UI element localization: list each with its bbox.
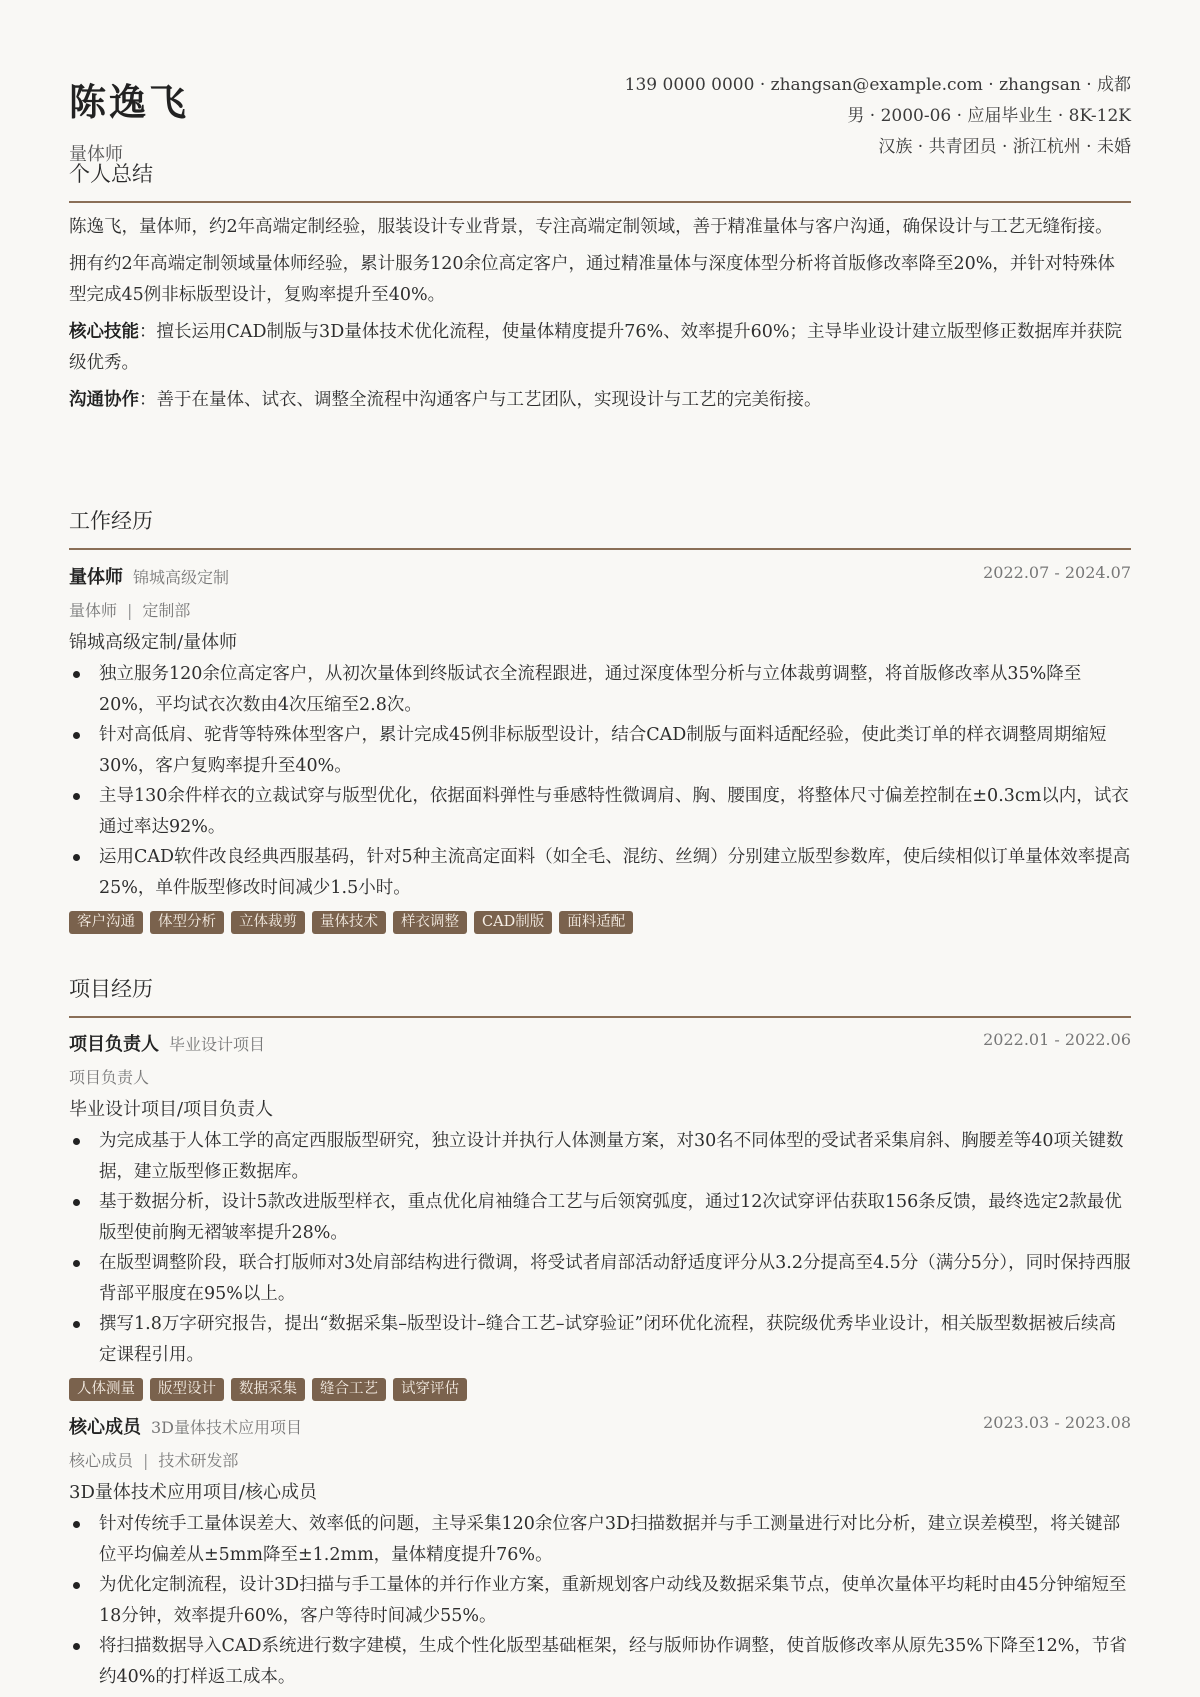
summary-paragraph-2: 拥有约2年高端定制领域量体师经验，累计服务120余位高定客户，通过精准量体与深度体型分析将首版修改率降至20%，并针对特殊体型完成45例非标版型设计，复购率提升至40%。	[69, 254, 1115, 305]
projects-section	[69, 973, 1131, 1692]
entry-role: 量体师	[69, 567, 123, 588]
section-title-summary: 个人总结	[69, 162, 153, 186]
work-entry	[69, 563, 1131, 934]
section-title-work: 工作经历	[69, 509, 153, 533]
entry-role: 项目负责人	[69, 1034, 159, 1055]
entry-dept-role: 项目负责人	[69, 1068, 150, 1087]
core-skills-label: 核心技能	[69, 322, 139, 342]
list-item: 主导130余件样衣的立裁试穿与版型优化，依据面料弹性与垂感特性微调肩、胸、腰围度，将整体尺寸偏差控制在±0.3cm以内，试衣通过率达92%。	[69, 781, 1131, 842]
list-item: 独立服务120余位高定客户，从初次量体到终版试衣全流程跟进，通过深度体型分析与立体裁剪调整，将首版修改率从35%降至20%，平均试衣次数由4次压缩至2.8次。	[69, 659, 1131, 720]
summary-paragraph-4	[69, 385, 1131, 416]
skill-tag: 立体裁剪	[231, 911, 305, 934]
entry-dept-role: 核心成员	[69, 1451, 134, 1470]
entry-department	[69, 1062, 1131, 1094]
list-item: 将扫描数据导入CAD系统进行数字建模，生成个性化版型基础框架，经与版师协作调整，使首版修改率从原先35%下降至12%，节省约40%的打样返工成本。	[69, 1631, 1131, 1692]
skill-tag: 量体技术	[312, 911, 386, 934]
skill-tag: 版型设计	[150, 1378, 224, 1401]
communication-text: ：善于在量体、试衣、调整全流程中沟通客户与工艺团队，实现设计与工艺的完美衔接。	[139, 390, 822, 410]
entry-org: 毕业设计项目	[169, 1035, 266, 1054]
list-item: 为完成基于人体工学的高定西服版型研究，独立设计并执行人体测量方案，对30名不同体型的受试者采集肩斜、胸腰差等40项关键数据，建立版型修正数据库。	[69, 1126, 1131, 1187]
project-entry	[69, 1030, 1131, 1401]
entry-bullets	[69, 659, 1131, 903]
entry-department	[69, 595, 1131, 627]
list-item: 在版型调整阶段，联合打版师对3处肩部结构进行微调，将受试者肩部活动舒适度评分从3.2分提高至4.5分（满分5分），同时保持西服背部平服度在95%以上。	[69, 1248, 1131, 1309]
entry-org: 3D量体技术应用项目	[151, 1418, 303, 1437]
project-entry	[69, 1413, 1131, 1692]
entry-header	[69, 1030, 1131, 1062]
resume-header	[69, 0, 1131, 180]
section-divider	[69, 201, 1131, 203]
skill-tag: CAD制版	[474, 911, 552, 934]
entry-role: 核心成员	[69, 1417, 141, 1438]
entry-header	[69, 1413, 1131, 1445]
summary-section	[69, 158, 1131, 416]
skill-tag: 人体测量	[69, 1378, 143, 1401]
candidate-job-title: 量体师	[69, 144, 123, 165]
list-item: 为优化定制流程，设计3D扫描与手工量体的并行作业方案，重新规划客户动线及数据采集节点，使单次量体平均耗时由45分钟缩短至18分钟，效率提升60%，客户等待时间减少55%。	[69, 1570, 1131, 1631]
contact-info	[625, 70, 1131, 163]
entry-subtitle: 毕业设计项目/项目负责人	[69, 1099, 274, 1120]
entry-dept-name: 技术研发部	[158, 1451, 239, 1470]
work-section	[69, 505, 1131, 934]
entry-subtitle: 3D量体技术应用项目/核心成员	[69, 1482, 317, 1503]
skill-tag: 面料适配	[559, 911, 633, 934]
entry-dept-name: 定制部	[142, 601, 191, 620]
separator: |	[143, 1451, 149, 1470]
skill-tag: 样衣调整	[393, 911, 467, 934]
entry-org: 锦城高级定制	[133, 568, 230, 587]
entry-date: 2022.07 - 2024.07	[983, 563, 1131, 582]
skill-tag: 体型分析	[150, 911, 224, 934]
contact-line-3: 汉族 · 共青团员 · 浙江杭州 · 未婚	[878, 137, 1131, 157]
entry-header	[69, 563, 1131, 595]
skill-tags	[69, 1378, 1131, 1401]
summary-paragraph-1: 陈逸飞，量体师，约2年高端定制经验，服装设计专业背景，专注高端定制领域，善于精准量体与客户沟通，确保设计与工艺无缝衔接。	[69, 217, 1113, 237]
list-item: 针对传统手工量体误差大、效率低的问题，主导采集120余位客户3D扫描数据并与手工测量进行对比分析，建立误差模型，将关键部位平均偏差从±5mm降至±1.2mm，量体精度提升76%。	[69, 1509, 1131, 1570]
section-divider	[69, 1016, 1131, 1018]
contact-line-2: 男 · 2000-06 · 应届毕业生 · 8K-12K	[847, 106, 1131, 126]
skill-tags	[69, 911, 1131, 934]
list-item: 撰写1.8万字研究报告，提出“数据采集–版型设计–缝合工艺–试穿验证”闭环优化流程，获院级优秀毕业设计，相关版型数据被后续高定课程引用。	[69, 1309, 1131, 1370]
contact-line-1: 139 0000 0000 · zhangsan@example.com · zhangsan · 成都	[624, 75, 1131, 95]
entry-date: 2023.03 - 2023.08	[983, 1413, 1131, 1432]
list-item: 基于数据分析，设计5款改进版型样衣，重点优化肩袖缝合工艺与后领窝弧度，通过12次试穿评估获取156条反馈，最终选定2款最优版型使前胸无褶皱率提升28%。	[69, 1187, 1131, 1248]
skill-tag: 客户沟通	[69, 911, 143, 934]
skill-tag: 缝合工艺	[312, 1378, 386, 1401]
communication-label: 沟通协作	[69, 390, 139, 410]
entry-subtitle: 锦城高级定制/量体师	[69, 632, 238, 653]
entry-bullets	[69, 1126, 1131, 1370]
list-item: 针对高低肩、驼背等特殊体型客户，累计完成45例非标版型设计，结合CAD制版与面料适配经验，使此类订单的样衣调整周期缩短30%，客户复购率提升至40%。	[69, 720, 1131, 781]
entry-dept-role: 量体师	[69, 601, 118, 620]
entry-department	[69, 1445, 1131, 1477]
summary-paragraph-3	[69, 317, 1131, 379]
candidate-name: 陈逸飞	[69, 80, 189, 124]
skill-tag: 数据采集	[231, 1378, 305, 1401]
section-divider	[69, 548, 1131, 550]
separator: |	[127, 601, 133, 620]
entry-bullets	[69, 1509, 1131, 1692]
entry-date: 2022.01 - 2022.06	[983, 1030, 1131, 1049]
core-skills-text: ：擅长运用CAD制版与3D量体技术优化流程，使量体精度提升76%、效率提升60%；主导毕业设计建立版型修正数据库并获院级优秀。	[69, 322, 1123, 373]
section-title-projects: 项目经历	[69, 977, 153, 1001]
list-item: 运用CAD软件改良经典西服基码，针对5种主流高定面料（如全毛、混纺、丝绸）分别建立版型参数库，使后续相似订单量体效率提高25%，单件版型修改时间减少1.5小时。	[69, 842, 1131, 903]
skill-tag: 试穿评估	[393, 1378, 467, 1401]
